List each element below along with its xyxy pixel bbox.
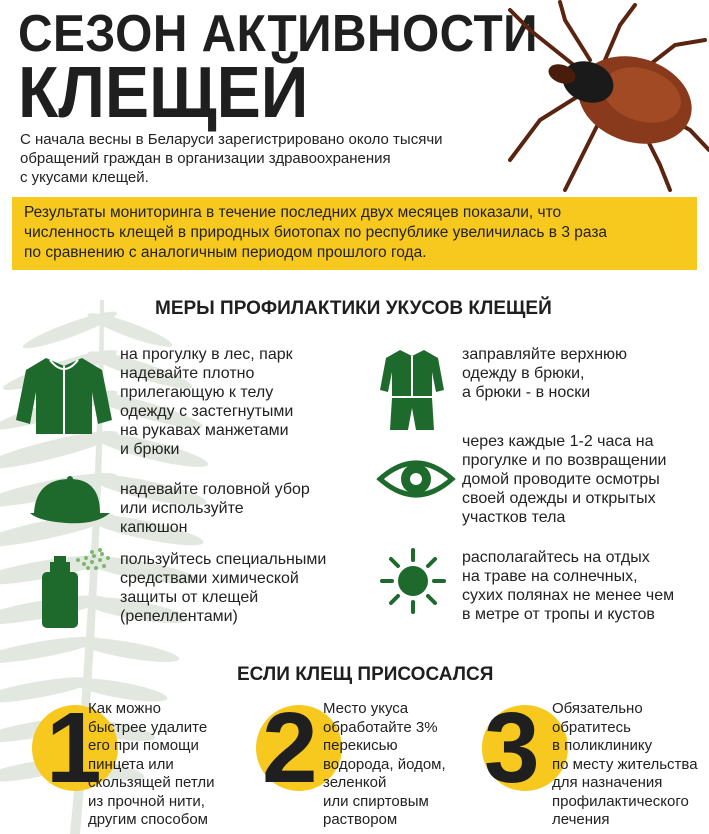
attached-title: ЕСЛИ КЛЕЩ ПРИСОСАЛСЯ <box>237 664 494 685</box>
step-line: водорода, йодом, <box>323 755 446 773</box>
step-line: для назначения <box>552 774 663 791</box>
item-line: располагайтесь на отдых <box>462 549 650 566</box>
prevention-left-item-1 <box>120 345 293 459</box>
step-3-number: 3 <box>484 692 540 804</box>
item-line: через каждые 1-2 часа на <box>462 433 654 450</box>
cap-icon <box>26 475 110 525</box>
jacket-icon <box>16 356 112 436</box>
intro-line: С начала весны в Беларуси зарегистрировано около тысячи <box>20 131 443 148</box>
highlight-line: Результаты мониторинга в течение последних двух месяцев показали, что <box>24 204 562 221</box>
item-line: одежду с застегнутыми <box>120 403 294 420</box>
step-1-number: 1 <box>46 692 102 804</box>
step-line: из прочной нити, <box>88 792 205 810</box>
prevention-right-item-1 <box>462 345 627 402</box>
step-line: зеленкой <box>323 774 387 791</box>
step-line: другим способом <box>88 811 208 828</box>
item-line: пользуйтесь специальными <box>120 551 327 568</box>
spray-icon <box>36 550 110 628</box>
intro-text <box>20 130 540 187</box>
prevention-left-item-2 <box>120 480 310 537</box>
prevention-right-item-2 <box>462 432 666 527</box>
item-line: а брюки - в носки <box>462 384 591 401</box>
intro-line: обращений граждан в организации здравоохранения <box>20 150 391 167</box>
item-line: (репеллентами) <box>120 608 238 625</box>
highlight-line: по сравнению с аналогичным периодом прошлого года. <box>24 244 427 261</box>
sun-icon <box>380 548 446 614</box>
step-line: Как можно <box>88 700 161 717</box>
step-2-number: 2 <box>262 692 318 804</box>
step-line: раствором <box>323 811 398 828</box>
item-line: домой проводите осмотры <box>462 471 660 488</box>
step-line: лечения <box>552 811 610 828</box>
highlight-line: численность клещей в природных биотопах по республике увеличилась в 3 раза <box>24 224 608 241</box>
step-line: в поликлинику <box>552 737 653 754</box>
step-line: Место укуса <box>323 700 409 717</box>
item-line: на траве на солнечных, <box>462 568 638 585</box>
step-1-text <box>88 700 215 830</box>
step-line: обратитесь <box>552 718 631 736</box>
step-line: быстрее удалите <box>88 718 208 736</box>
item-line: сухих полянах не менее чем <box>462 587 675 604</box>
step-line: пинцета или <box>88 755 174 773</box>
item-line: в метре от тропы и кустов <box>462 606 655 623</box>
tucked-clothes-icon <box>380 348 444 430</box>
item-line: на рукавах манжетами <box>120 422 289 439</box>
item-line: одежду в брюки, <box>462 365 585 382</box>
title-line-1: СЕЗОН АКТИВНОСТИ <box>18 5 539 63</box>
title-line-2: КЛЕЩЕЙ <box>18 53 309 133</box>
item-line: средствами химической <box>120 570 299 587</box>
step-line: обработайте 3% <box>323 718 438 736</box>
item-line: или используйте <box>120 500 244 517</box>
step-line: профилактического <box>552 792 689 810</box>
intro-line: с укусами клещей. <box>20 169 149 186</box>
step-2-text <box>323 700 446 830</box>
highlight-text <box>24 203 694 263</box>
item-line: своей одежды и открытых <box>462 490 656 507</box>
item-line: и брюки <box>120 441 180 458</box>
item-line: защиты от клещей <box>120 589 259 606</box>
item-line: надевайте плотно <box>120 365 255 382</box>
item-line: участков тела <box>462 509 566 526</box>
item-line: прилегающую к телу <box>120 384 274 401</box>
step-line: по месту жительства <box>552 755 698 773</box>
prevention-title: МЕРЫ ПРОФИЛАКТИКИ УКУСОВ КЛЕЩЕЙ <box>155 298 552 319</box>
step-line: скользящей петли <box>88 774 215 791</box>
item-line: заправляйте верхнюю <box>462 346 628 363</box>
item-line: капюшон <box>120 519 188 536</box>
item-line: надевайте головной убор <box>120 481 310 498</box>
item-line: прогулке и по возвращении <box>462 452 667 469</box>
step-line: перекисью <box>323 737 398 754</box>
step-3-text <box>552 700 698 830</box>
step-line: его при помощи <box>88 737 199 754</box>
eye-icon <box>378 455 454 501</box>
prevention-right-item-3 <box>462 548 674 624</box>
step-line: или спиртовым <box>323 792 429 810</box>
step-line: Обязательно <box>552 700 643 717</box>
prevention-left-item-3 <box>120 550 326 626</box>
item-line: на прогулку в лес, парк <box>120 346 293 363</box>
